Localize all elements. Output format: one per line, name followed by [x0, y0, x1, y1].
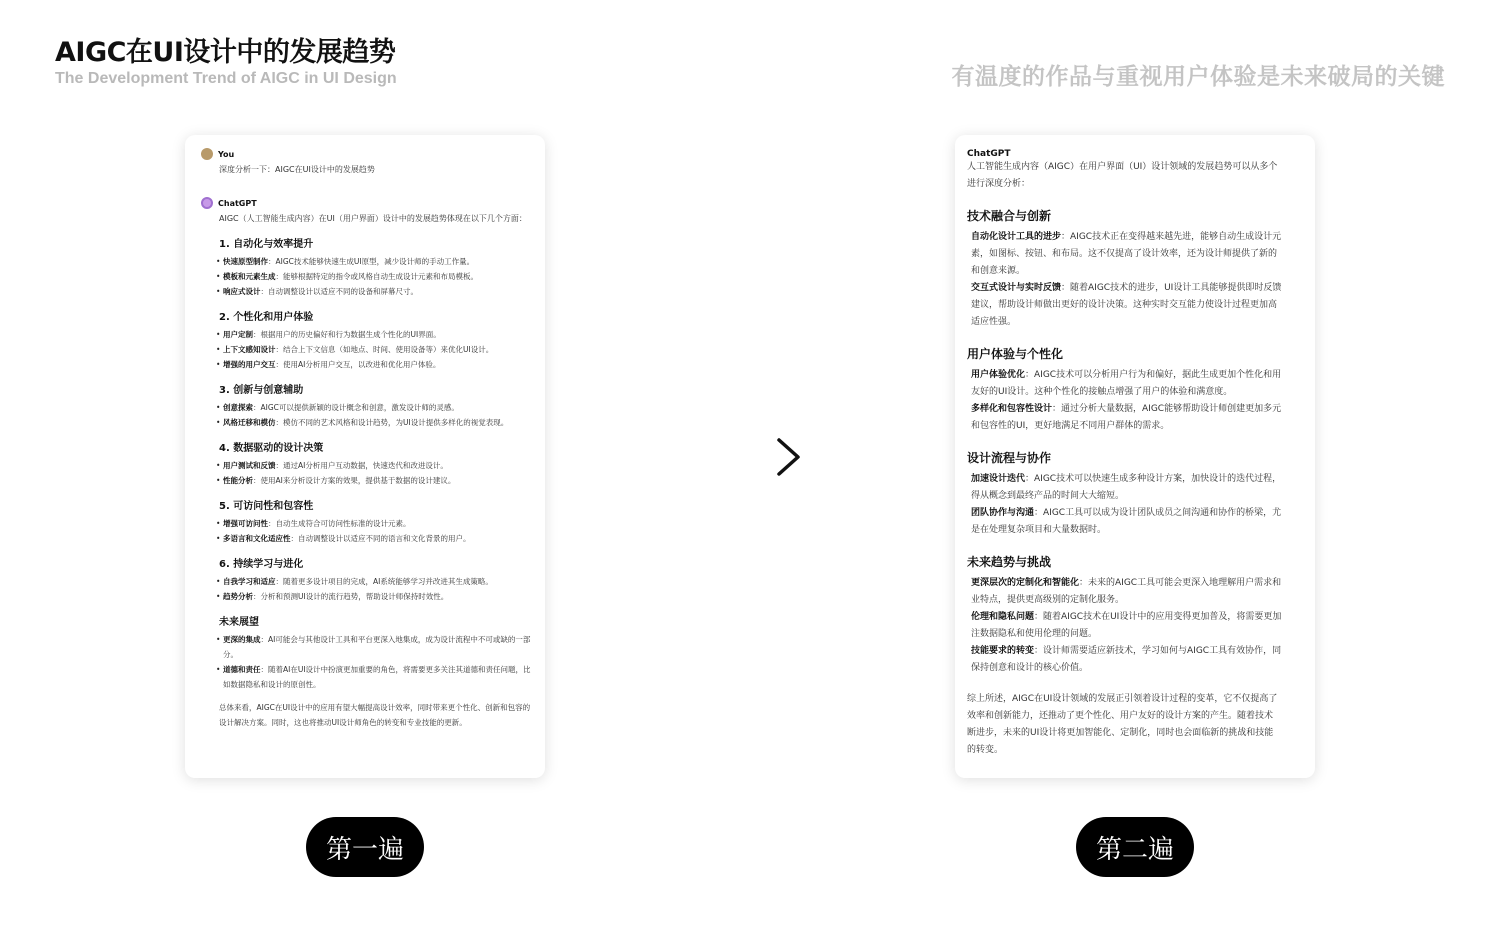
section-title: 3. 创新与创意辅助	[219, 385, 304, 396]
list-item: 用户体验优化：AIGC技术可以分析用户行为和偏好，据此生成更加个性化和用 友好的UI设计。这种个性化的接触点增强了用户的体验和满意度。	[971, 370, 1282, 397]
response-section	[201, 381, 531, 430]
list-item: • 性能分析：使用AI来分析设计方案的效果，提供基于数据的设计建议。	[219, 473, 531, 488]
response-section	[201, 613, 531, 692]
section-title: 5. 可访问性和包容性	[219, 501, 314, 512]
chat-screenshot-second	[955, 135, 1315, 778]
section-title: 6. 持续学习与进化	[219, 559, 304, 570]
page-title: AIGC在UI设计中的发展趋势	[55, 37, 396, 68]
response-summary: 总体来看，AIGC在UI设计中的应用有望大幅提高设计效率，同时带来更个性化、创新和包容的设计解决方案。同时，这也将推动UI设计师角色的转变和专业技能的更新。	[219, 703, 531, 727]
user-name: You	[218, 149, 235, 159]
list-item: 更深层次的定制化和智能化：未来的AIGC工具可能会更深入地理解用户需求和 业特点，提供更高级别的定制化服务。	[971, 578, 1282, 605]
list-item: 多样化和包容性设计：通过分析大量数据，AIGC能够帮助设计师创建更加多元 和包容性的UI，更好地满足不同用户群体的需求。	[971, 404, 1282, 431]
list-item: 技能要求的转变：设计师需要适应新技术，学习如何与AIGC工具有效协作，同 保持创意和设计的核心价值。	[971, 646, 1282, 673]
tagline: 有温度的作品与重视用户体验是未来破局的关键	[951, 64, 1445, 90]
list-item: • 多语言和文化适应性：自动调整设计以适应不同的语言和文化背景的用户。	[219, 531, 531, 546]
assistant-name: ChatGPT	[218, 198, 257, 208]
response-summary: 综上所述，AIGC在UI设计领域的发展正引领着设计过程的变革，它不仅提高了 效率和创新能力，还推动了更个性化、用户友好的设计方案的产生。随着技术 断进步，未来的UI设计将更加智能化、定制化，同时也会面临新的挑战和技能 的转变。	[967, 694, 1278, 755]
list-item: 团队协作与沟通：AIGC工具可以成为设计团队成员之间沟通和协作的桥梁，尤 是在处理复杂项目和大量数据时。	[971, 508, 1282, 535]
list-item: • 上下文感知设计：结合上下文信息（如地点、时间、使用设备等）来优化UI设计。	[219, 342, 531, 357]
list-item: 交互式设计与实时反馈：随着AIGC技术的进步，UI设计工具能够提供即时反馈 建议，帮助设计师做出更好的设计决策。这种实时交互能力使设计过程更加高 适应性强。	[971, 283, 1282, 327]
assistant-message-header	[201, 197, 531, 209]
second-pass-label: 第二遍	[1076, 817, 1194, 877]
response-section	[201, 439, 531, 488]
list-item: • 创意探索：AIGC可以提供新颖的设计概念和创意，激发设计师的灵感。	[219, 400, 531, 415]
chatgpt-avatar	[201, 197, 213, 209]
user-avatar	[201, 148, 213, 160]
list-item: • 风格迁移和模仿：模仿不同的艺术风格和设计趋势，为UI设计提供多样化的视觉表现。	[219, 415, 531, 430]
page-subtitle: The Development Trend of AIGC in UI Design	[55, 70, 397, 87]
intro-line: 人工智能生成内容（AIGC）在用户界面（UI）设计领域的发展趋势可以从多个	[967, 162, 1278, 172]
response-section	[201, 308, 531, 372]
list-item: • 增强的用户交互：使用AI分析用户交互，以改进和优化用户体验。	[219, 357, 531, 372]
section-title: 技术融合与创新	[967, 209, 1052, 223]
list-item: • 道德和责任：随着AI在UI设计中扮演更加重要的角色，将需要更多关注其道德和责任问题，比如数据隐私和设计的原创性。	[219, 662, 531, 692]
section-title: 4. 数据驱动的设计决策	[219, 443, 324, 454]
user-message-header	[201, 148, 531, 160]
list-item: • 增强可访问性：自动生成符合可访问性标准的设计元素。	[219, 516, 531, 531]
list-item: • 用户测试和反馈：通过AI分析用户互动数据，快速迭代和改进设计。	[219, 458, 531, 473]
list-item: • 自我学习和适应：随着更多设计项目的完成，AI系统能够学习并改进其生成策略。	[219, 574, 531, 589]
list-item: 加速设计迭代：AIGC技术可以快速生成多种设计方案，加快设计的迭代过程， 得从概念到最终产品的时间大大缩短。	[971, 474, 1282, 501]
response-section	[201, 235, 531, 299]
response-section	[201, 497, 531, 546]
list-item: • 更深的集成：AI可能会与其他设计工具和平台更深入地集成，成为设计流程中不可或缺的一部分。	[219, 632, 531, 662]
list-item: • 趋势分析：分析和预测UI设计的流行趋势，帮助设计师保持时效性。	[219, 589, 531, 604]
first-pass-label: 第一遍	[306, 817, 424, 877]
assistant-name: ChatGPT	[967, 149, 1011, 159]
chat-screenshot-first	[185, 135, 545, 778]
response-section	[201, 555, 531, 604]
section-title: 1. 自动化与效率提升	[219, 239, 314, 250]
intro-line: 进行深度分析：	[967, 179, 1031, 189]
list-item: • 快速原型制作：AIGC技术能够快速生成UI原型，减少设计师的手动工作量。	[219, 254, 531, 269]
section-title: 设计流程与协作	[967, 451, 1052, 465]
list-item: • 响应式设计：自动调整设计以适应不同的设备和屏幕尺寸。	[219, 284, 531, 299]
section-title: 未来趋势与挑战	[967, 555, 1052, 569]
section-title: 用户体验与个性化	[967, 347, 1064, 361]
list-item: 伦理和隐私问题：随着AIGC技术在UI设计中的应用变得更加普及，将需要更加 注数据隐私和使用伦理的问题。	[971, 612, 1282, 639]
list-item: 自动化设计工具的进步：AIGC技术正在变得越来越先进，能够自动生成设计元 素，如图标、按钮、和布局。这不仅提高了设计效率，还为设计师提供了新的 和创意来源。	[971, 232, 1282, 276]
list-item: • 用户定制：根据用户的历史偏好和行为数据生成个性化的UI界面。	[219, 327, 531, 342]
list-item: • 模板和元素生成：能够根据特定的指令或风格自动生成设计元素和布局模板。	[219, 269, 531, 284]
section-title: 2. 个性化和用户体验	[219, 312, 314, 323]
assistant-intro: AIGC（人工智能生成内容）在UI（用户界面）设计中的发展趋势体现在以下几个方面：	[219, 214, 527, 223]
user-message: 深度分析一下：AIGC在UI设计中的发展趋势	[219, 165, 375, 174]
section-title: 未来展望	[219, 617, 259, 628]
arrow-right-icon	[705, 435, 805, 479]
